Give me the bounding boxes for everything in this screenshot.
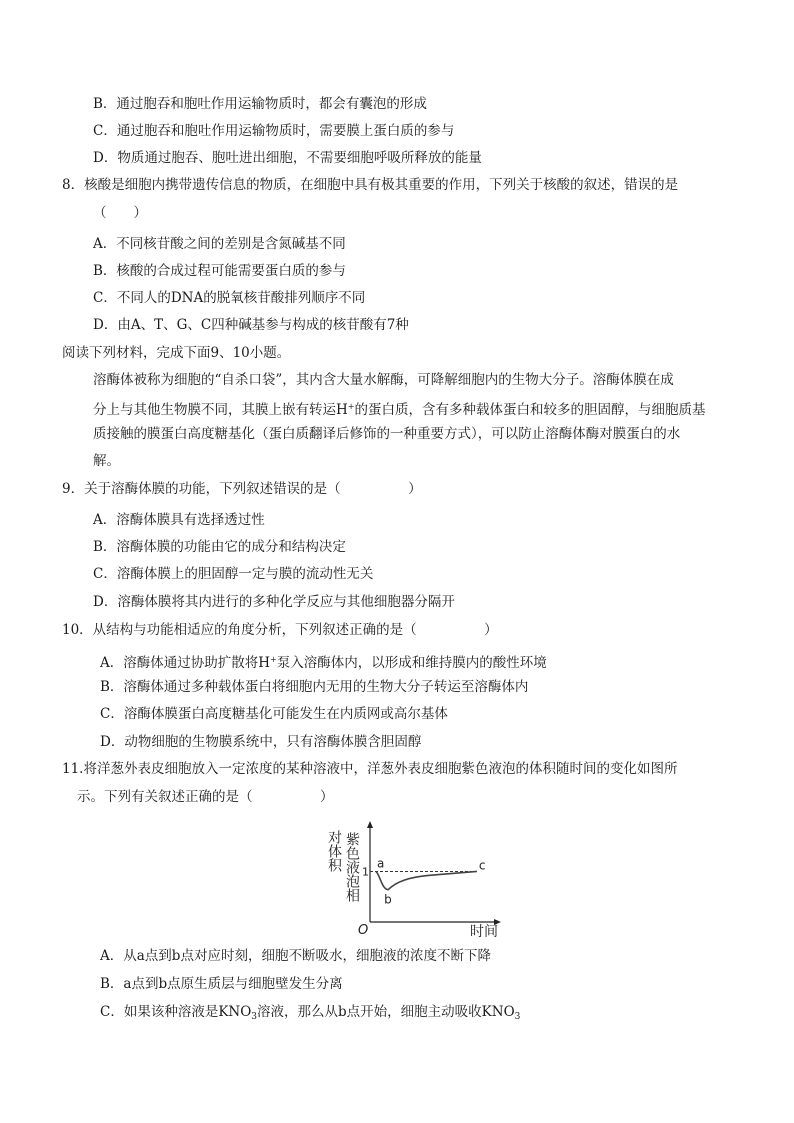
q8-stem: 8．核酸是细胞内携带遗传信息的物质，在细胞中具有极其重要的作用，下列关于核酸的叙述，错误的是 bbox=[62, 177, 679, 193]
reading-line-2-tail: 的蛋白质，含有多种载体蛋白和较多的胆固醇，与细胞质基 bbox=[354, 402, 706, 418]
q10-option-a-tail: 泵入溶酶体内，以形成和维持膜内的酸性环境 bbox=[276, 655, 547, 671]
q11-option-c-head: C．如果该种溶液是KNO bbox=[100, 1004, 252, 1020]
q7-option-b: B．通过胞吞和胞吐作用运输物质时，都会有囊泡的形成 bbox=[93, 96, 427, 112]
reading-line-2-head: 分上与其他生物膜不同，其膜上嵌有转运H bbox=[93, 402, 348, 418]
vacuole-volume-chart bbox=[322, 818, 502, 938]
q11-option-c-mid: 溶液，那么从b点开始，细胞主动吸收KNO bbox=[257, 1004, 515, 1020]
q10-option-c: C．溶酶体膜蛋白高度糖基化可能发生在内质网或高尔基体 bbox=[100, 706, 448, 722]
q10-option-d: D．动物细胞的生物膜系统中，只有溶酶体膜含胆固醇 bbox=[100, 734, 422, 750]
origin-label: O bbox=[358, 923, 369, 938]
reading-paragraph-line-1: 溶酶体被称为细胞的“自杀口袋”，其内含大量水解酶，可降解细胞内的生物大分子。溶酶体膜在成 bbox=[93, 372, 674, 388]
q8-option-b: B．核酸的合成过程可能需要蛋白质的参与 bbox=[93, 263, 346, 279]
point-label-a: a bbox=[377, 856, 385, 871]
q9-option-a: A．溶酶体膜具有选择透过性 bbox=[93, 512, 265, 528]
q10-stem: 10．从结构与功能相适应的角度分析，下列叙述正确的是（ ） bbox=[62, 622, 498, 638]
q9-option-b: B．溶酶体膜的功能由它的成分和结构决定 bbox=[93, 539, 346, 555]
q8-answer-bracket: （ ） bbox=[93, 205, 147, 221]
nitrate-subscript-1: 3 bbox=[251, 1012, 258, 1022]
reading-paragraph-line-4: 解。 bbox=[93, 453, 120, 469]
hydrogen-ion-charge: + bbox=[347, 402, 355, 411]
q10-option-a-head: A．溶酶体通过协助扩散将H bbox=[100, 655, 271, 671]
q7-option-d: D．物质通过胞吞、胞吐进出细胞，不需要细胞呼吸所释放的能量 bbox=[93, 150, 482, 166]
q11-stem: 11.将洋葱外表皮细胞放入一定浓度的某种溶液中，洋葱外表皮细胞紫色液泡的体积随时间的变化如图所 bbox=[62, 761, 678, 777]
y-label-left: 对体积 bbox=[326, 830, 342, 872]
reading-intro: 阅读下列材料，完成下面9、10小题。 bbox=[62, 345, 291, 361]
point-label-c: c bbox=[478, 858, 486, 873]
x-label: 时间 bbox=[470, 924, 498, 938]
q9-stem: 9．关于溶酶体膜的功能，下列叙述错误的是（ ） bbox=[62, 481, 422, 497]
nitrate-subscript-2: 3 bbox=[514, 1012, 521, 1022]
y-label-right: 紫色液泡相 bbox=[344, 832, 360, 902]
volume-curve bbox=[376, 871, 477, 889]
q8-option-d: D．由A、T、G、C四种碱基参与构成的核苷酸有7种 bbox=[93, 317, 409, 333]
q10-option-a bbox=[100, 651, 547, 672]
q9-option-d: D．溶酶体膜将其内进行的多种化学反应与其他细胞器分隔开 bbox=[93, 594, 455, 610]
q10-option-b: B．溶酶体通过多种载体蛋白将细胞内无用的生物大分子转运至溶酶体内 bbox=[100, 679, 529, 695]
q9-option-c: C．溶酶体膜上的胆固醇一定与膜的流动性无关 bbox=[93, 566, 374, 582]
y-axis-arrow bbox=[367, 821, 373, 828]
q10-hydrogen-ion-charge: + bbox=[270, 655, 277, 664]
point-label-b: b bbox=[384, 892, 392, 907]
q8-option-a: A．不同核苷酸之间的差别是含氮碱基不同 bbox=[93, 236, 346, 252]
q11-stem-continued: 示。下列有关叙述正确的是（ ） bbox=[77, 789, 334, 805]
q11-option-a: A．从a点到b点对应时刻，细胞不断吸水，细胞液的浓度不断下降 bbox=[100, 948, 491, 964]
y-tick-label: 1 bbox=[362, 865, 369, 879]
reading-paragraph-line-2 bbox=[93, 398, 705, 419]
q7-option-c: C．通过胞吞和胞吐作用运输物质时，需要膜上蛋白质的参与 bbox=[93, 123, 455, 139]
reading-paragraph-line-3: 质接触的膜蛋白高度糖基化（蛋白质翻译后修饰的一种重要方式），可以防止溶酶体酶对膜蛋白的水 bbox=[93, 426, 681, 442]
q11-option-c bbox=[100, 1003, 520, 1026]
q8-option-c: C．不同人的DNA的脱氧核苷酸排列顺序不同 bbox=[93, 290, 366, 306]
q11-option-b: B．a点到b点原生质层与细胞壁发生分离 bbox=[100, 976, 343, 992]
